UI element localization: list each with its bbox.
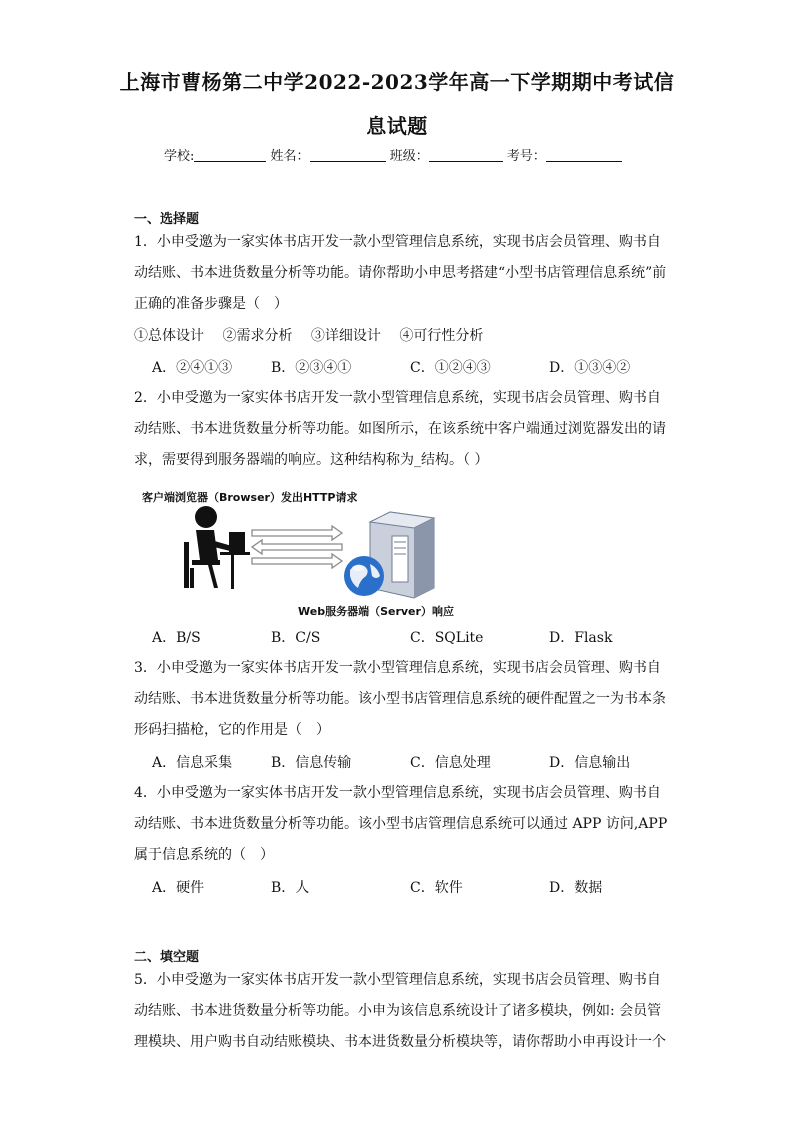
q1-option-c[interactable]: C．①②④③ (410, 360, 491, 376)
q4-option-d[interactable]: D．数据 (549, 880, 603, 896)
figure-top-label: 客户端浏览器（Browser）发出HTTP请求 (142, 491, 358, 504)
exam-title-line1: 上海市曹杨第二中学2022-2023学年高一下学期期中考试信 (119, 70, 675, 94)
q1-line3: 正确的准备步骤是（ ） (134, 296, 288, 312)
number-label: 考号： (506, 149, 546, 164)
q4-line2: 动结账、书本进货数量分析等功能。该小型书店管理信息系统可以通过 APP 访问,APP (134, 816, 668, 832)
class-label: 班级： (389, 149, 429, 164)
globe-icon (344, 556, 384, 596)
q5-line1: 5．小申受邀为一家实体书店开发一款小型管理信息系统，实现书店会员管理、购书自 (134, 972, 661, 988)
q5-line3: 理模块、用户购书自动结账模块、书本进货数量分析模块等，请你帮助小申再设计一个 (134, 1034, 666, 1050)
q4-line1: 4．小申受邀为一家实体书店开发一款小型管理信息系统，实现书店会员管理、购书自 (134, 785, 661, 801)
q2-option-b[interactable]: B．C/S (271, 630, 321, 646)
q3-line3: 形码扫描枪，它的作用是（ ） (134, 722, 330, 738)
browser-server-figure (134, 484, 474, 620)
q2-option-c[interactable]: C．SQLite (410, 630, 484, 646)
q1-option-a[interactable]: A．②④①③ (152, 360, 233, 376)
q2-line2: 动结账、书本进货数量分析等功能。如图所示，在该系统中客户端通过浏览器发出的请 (134, 421, 666, 437)
q2-line3: 求，需要得到服务器端的响应。这种结构称为_结构。（ ） (134, 452, 489, 468)
q3-option-c[interactable]: C．信息处理 (410, 755, 491, 771)
q1-line1: 1．小申受邀为一家实体书店开发一款小型管理信息系统，实现书店会员管理、购书自 (134, 234, 661, 250)
q1-line2: 动结账、书本进货数量分析等功能。请你帮助小申思考搭建“小型书店管理信息系统”前 (134, 265, 667, 281)
q4-option-c[interactable]: C．软件 (410, 880, 463, 896)
q5-line2: 动结账、书本进货数量分析等功能。小申为该信息系统设计了诸多模块，例如: 会员管 (134, 1003, 662, 1019)
request-response-arrows (252, 526, 342, 568)
q3-option-a[interactable]: A．信息采集 (152, 755, 233, 771)
q1-option-b[interactable]: B．②③④① (271, 360, 352, 376)
q1-option-d[interactable]: D．①③④② (549, 360, 631, 376)
name-blank (310, 147, 386, 162)
q4-line3: 属于信息系统的（ ） (134, 847, 274, 863)
school-blank (194, 147, 266, 162)
q3-option-b[interactable]: B．信息传输 (271, 755, 352, 771)
section-heading-choice: 一、选择题 (134, 212, 200, 227)
section-heading-fill: 二、填空题 (134, 950, 200, 965)
q3-option-d[interactable]: D．信息输出 (549, 755, 631, 771)
q3-line2: 动结账、书本进货数量分析等功能。该小型书店管理信息系统的硬件配置之一为书本条 (134, 691, 666, 707)
q2-line1: 2．小申受邀为一家实体书店开发一款小型管理信息系统，实现书店会员管理、购书自 (134, 390, 661, 406)
name-label: 姓名： (270, 149, 310, 164)
q3-line1: 3．小申受邀为一家实体书店开发一款小型管理信息系统，实现书店会员管理、购书自 (134, 660, 661, 676)
q1-items: ①总体设计 ②需求分析 ③详细设计 ④可行性分析 (134, 328, 484, 344)
figure-graphic (134, 484, 474, 620)
q2-option-a[interactable]: A．B/S (152, 630, 201, 646)
exam-title-line2: 息试题 (366, 114, 428, 138)
figure-bottom-label: Web服务器端（Server）响应 (298, 605, 454, 618)
q4-option-a[interactable]: A．硬件 (152, 880, 205, 896)
q2-option-d[interactable]: D．Flask (549, 630, 613, 646)
user-at-computer-icon (184, 506, 250, 589)
student-info-row (164, 145, 622, 164)
number-blank (546, 147, 622, 162)
school-label: 学校: (164, 149, 195, 164)
class-blank (429, 147, 503, 162)
q4-option-b[interactable]: B．人 (271, 880, 310, 896)
